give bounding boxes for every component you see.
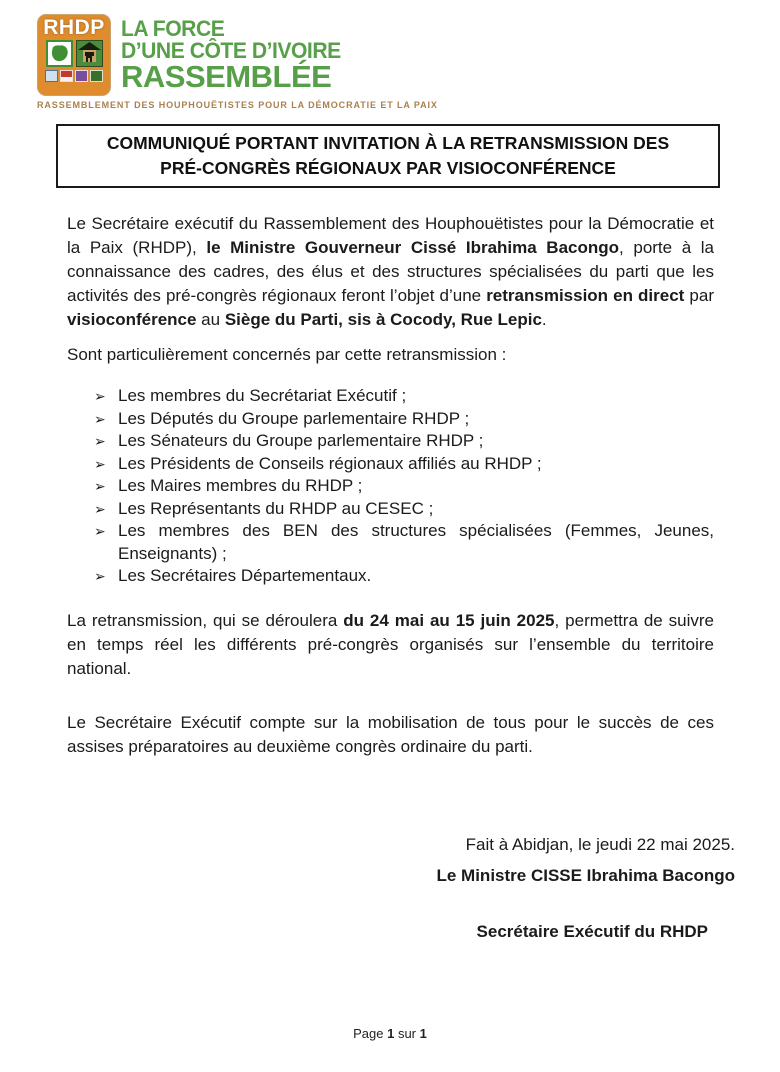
arrow-bullet-icon: ➢ — [94, 523, 106, 539]
signature-date: Fait à Abidjan, le jeudi 22 mai 2025. — [465, 835, 735, 854]
text-segment: 1 — [387, 1026, 395, 1041]
party-logo-icon — [75, 70, 88, 82]
list-item-text: Les membres du Secrétariat Exécutif ; — [118, 386, 407, 405]
list-item — [67, 498, 714, 521]
text-segment: par — [684, 286, 714, 305]
intro-paragraph — [67, 212, 714, 332]
page-number-footer — [0, 1026, 780, 1041]
ivory-coast-map-icon — [46, 40, 73, 67]
list-item — [67, 385, 714, 408]
text-segment: . — [541, 310, 547, 329]
elephant-emblem-icon — [76, 40, 103, 67]
text-segment: du 24 mai au 15 juin 2025 — [343, 610, 555, 630]
party-logo-icon — [45, 70, 58, 82]
arrow-bullet-icon: ➢ — [94, 455, 106, 472]
rhdp-logo-row — [37, 14, 360, 96]
arrow-bullet-icon: ➢ — [94, 433, 106, 449]
text-segment: Siège du Parti, sis à Cocody, Rue Lepic — [224, 310, 542, 329]
text-segment: au — [196, 310, 225, 329]
concerned-lead-paragraph: Sont particulièrement concernés par cette retransmission : — [67, 345, 507, 364]
signature-role: Secrétaire Exécutif du RHDP — [476, 922, 708, 941]
rhdp-wordmark — [121, 14, 350, 92]
wordmark-line: LA FORCE — [121, 16, 225, 41]
dates-paragraph — [67, 609, 714, 681]
list-item-text: Les Représentants du RHDP au CESEC ; — [118, 498, 434, 518]
concerned-list — [67, 385, 714, 588]
text-segment: retransmission en direct — [486, 286, 685, 305]
text-segment: Le Secrétaire exécutif du Rassemblement des Houphouëtistes pour la Démocratie et la Paix (RHDP), — [67, 214, 714, 257]
party-logo-icon — [60, 70, 73, 82]
text-segment: le Ministre Gouverneur Cissé Ibrahima Bacongo — [206, 238, 620, 257]
communique-body — [67, 212, 714, 759]
list-item — [67, 475, 714, 498]
arrow-bullet-icon: ➢ — [94, 410, 106, 427]
list-item — [67, 430, 714, 453]
text-segment: , porte à la connaissance des cadres, des élus et des structures spécialisées du parti que les activités des pré-congrès régionaux feront l’objet d’une — [67, 238, 715, 305]
wordmark-line: RASSEMBLÉE — [121, 59, 332, 94]
list-item — [67, 453, 714, 476]
arrow-bullet-icon: ➢ — [94, 568, 106, 584]
arrow-bullet-icon: ➢ — [94, 500, 106, 517]
rhdp-logo — [0, 0, 438, 110]
arrow-bullet-icon: ➢ — [94, 388, 106, 404]
signature-block — [436, 833, 735, 944]
text-segment: , permettra de suivre en temps réel les différents pré-congrès organisés sur l’ensemble du territoire national. — [67, 610, 715, 678]
list-item-text: Les membres des BEN des structures spécialisées (Femmes, Jeunes, Enseignants) ; — [118, 521, 714, 563]
list-item-text: Les Maires membres du RHDP ; — [118, 476, 363, 495]
signature-name: Le Ministre CISSE Ibrahima Bacongo — [436, 866, 735, 885]
rhdp-tagline: RASSEMBLEMENT DES HOUPHOUËTISTES POUR LA DÉMOCRATIE ET LA PAIX — [37, 100, 438, 110]
founding-parties-logos — [45, 70, 103, 82]
communique-title-line2: PRÉ-CONGRÈS RÉGIONAUX PAR VISIOCONFÉRENCE — [160, 158, 616, 178]
rhdp-emblem — [37, 14, 111, 96]
wordmark-line: D’UNE CÔTE D’IVOIRE — [121, 38, 341, 63]
communique-title-box — [56, 124, 720, 188]
rhdp-acronym: RHDP — [43, 16, 105, 39]
rhdp-emblem-squares — [46, 40, 103, 67]
text-segment: 1 — [419, 1026, 427, 1041]
list-item — [67, 520, 714, 565]
list-item-text: Les Députés du Groupe parlementaire RHDP ; — [118, 408, 470, 428]
text-segment: sur — [394, 1026, 420, 1041]
party-logo-icon — [90, 70, 103, 82]
list-item-text: Les Sénateurs du Groupe parlementaire RHDP ; — [118, 431, 484, 450]
text-segment: La retransmission, qui se déroulera — [67, 610, 344, 630]
closing-paragraph: Le Secrétaire Exécutif compte sur la mobilisation de tous pour le succès de ces assises préparatoires au deuxième congrès ordinaire du parti. — [67, 712, 714, 756]
text-segment: Page — [353, 1026, 388, 1041]
text-segment: visioconférence — [67, 310, 197, 329]
list-item-text: Les Présidents de Conseils régionaux affiliés au RHDP ; — [118, 453, 542, 473]
list-item-text: Les Secrétaires Départementaux. — [118, 566, 372, 585]
communique-title-line1: COMMUNIQUÉ PORTANT INVITATION À LA RETRANSMISSION DES — [106, 133, 670, 153]
list-item — [67, 408, 714, 431]
arrow-bullet-icon: ➢ — [94, 478, 106, 494]
list-item — [67, 565, 714, 588]
